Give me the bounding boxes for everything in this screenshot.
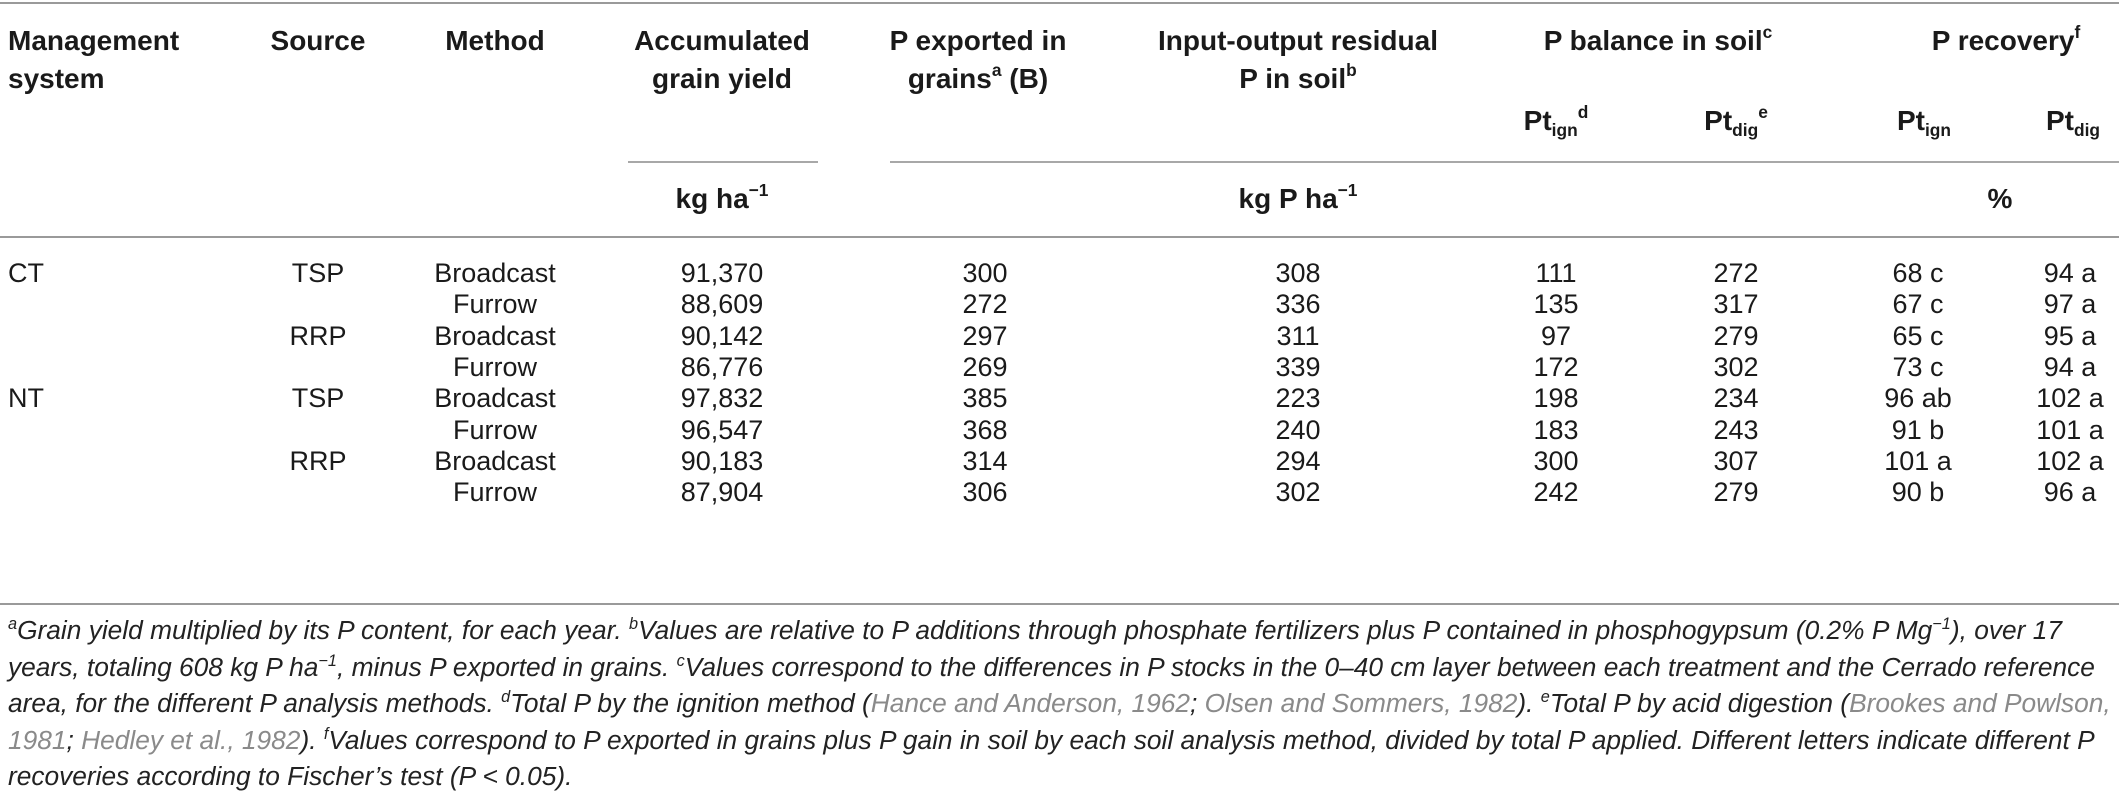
cell-method: Furrow [452, 351, 538, 382]
cell-grain-yield: 97,832 [680, 383, 764, 414]
cell-residual-p: 294 [1275, 445, 1321, 476]
cell-pt-ign-balance: 183 [1533, 414, 1579, 445]
cell-pt-ign-recovery: 73 c [1892, 351, 1944, 382]
cell-residual-p: 311 [1276, 320, 1320, 351]
ref-brookes-1981[interactable]: Brookes and Powlson, 1981 [8, 688, 2111, 755]
cell-pt-dig-balance: 272 [1713, 258, 1759, 288]
header-management-system: Management system [8, 25, 180, 94]
cell-pt-ign-balance: 198 [1533, 383, 1579, 414]
cell-pt-dig-recovery: 94 a [2043, 258, 2097, 288]
cell-management-system: CT [8, 258, 44, 288]
ref-hance-1962[interactable]: Hance and Anderson, 1962 [870, 688, 1190, 718]
cell-pt-dig-recovery: 94 a [2043, 351, 2097, 382]
cell-pt-dig-balance: 279 [1713, 320, 1759, 351]
cell-method: Furrow [452, 289, 538, 320]
cell-pt-dig-balance: 279 [1713, 477, 1759, 508]
cell-p-exported: 272 [962, 289, 1008, 320]
header-method: Method [445, 25, 545, 56]
cell-pt-dig-balance: 307 [1713, 445, 1759, 476]
cell-pt-dig-balance: 302 [1713, 351, 1759, 382]
cell-grain-yield: 90,183 [680, 445, 764, 476]
header-pt-ign-balance: $Pt_{ign}^d$ [1523, 101, 1589, 141]
cell-grain-yield: 96,547 [680, 414, 764, 445]
ref-olsen-1982[interactable]: Olsen and Sommers, 1982 [1204, 688, 1518, 718]
cell-pt-dig-recovery: 96 a [2043, 477, 2097, 508]
cell-management-system: NT [8, 383, 44, 414]
cell-residual-p: 223 [1275, 383, 1321, 414]
cell-pt-dig-recovery: 97 a [2043, 289, 2097, 320]
cell-p-exported: 368 [962, 414, 1008, 445]
cell-source: TSP [291, 383, 345, 414]
cell-method: Broadcast [434, 445, 556, 476]
cell-pt-dig-recovery: 101 a [2036, 414, 2104, 445]
cell-pt-ign-balance: 97 [1540, 320, 1572, 351]
cell-grain-yield: 91,370 [680, 258, 764, 288]
cell-grain-yield: 90,142 [680, 320, 764, 351]
cell-pt-ign-balance: 135 [1533, 289, 1579, 320]
cell-pt-dig-recovery: 95 a [2043, 320, 2097, 351]
cell-pt-ign-recovery: 65 c [1892, 320, 1944, 351]
unit-yield: kg $ha^{-1}$ [675, 179, 769, 214]
ref-hedley-1982[interactable]: Hedley et al., 1982 [81, 724, 301, 755]
cell-p-exported: 306 [962, 477, 1008, 508]
cell-method: Broadcast [434, 383, 556, 414]
header-pt-dig-balance: $Pt_{dig}^e$ [1704, 101, 1768, 141]
cell-residual-p: 339 [1275, 351, 1321, 382]
cell-pt-ign-recovery: 67 c [1892, 289, 1944, 320]
header-source: Source [270, 25, 366, 56]
cell-p-exported: 385 [962, 383, 1008, 414]
header-bottom-rule [0, 236, 2119, 238]
p-unit-rule [890, 161, 2119, 163]
cell-pt-dig-balance: 234 [1713, 383, 1759, 414]
cell-pt-dig-recovery: 102 a [2036, 445, 2104, 476]
cell-pt-dig-recovery: 102 a [2036, 383, 2104, 414]
yield-unit-rule [628, 161, 818, 163]
cell-pt-ign-recovery: 91 b [1891, 414, 1945, 445]
cell-grain-yield: 87,904 [680, 477, 764, 508]
cell-pt-ign-recovery: 90 b [1891, 477, 1945, 508]
cell-residual-p: 336 [1275, 289, 1321, 320]
table-footnote: $^a$Grain yield multiplied by its P content, for each year. $^b$Values are relative to P additions through phosphate fertilizers plus P contained in phosphogypsum (0.2% P $Mg^{-1}$), over 17 years, totaling 608 kg P $ha^{-1}$, minus P exported in grains. $^c$Values correspond to the differences in P stocks in the 0–40 cm layer between each treatment and the Cerrado reference area, for the different P analysis methods. $^d$Total P by the ignition method (Hance and Anderson, 1962; Olsen and Sommers, 1982). $^e$Total P by acid digestion (Brookes and Powlson, 1981; Hedley et al., 1982). $^f$Values correspond to P exported in grains plus P gain in soil by each soil analysis method, divided by total P applied. Different letters indicate different P recoveries according to Fischer’s test (P < 0.05). [8, 615, 2111, 791]
cell-pt-ign-recovery: 101 a [1884, 445, 1952, 476]
header-pt-ign-recovery: $Pt_{ign}$ [1896, 105, 1952, 141]
cell-p-exported: 297 [962, 320, 1008, 351]
cell-pt-ign-balance: 242 [1533, 477, 1579, 508]
cell-pt-dig-balance: 243 [1713, 414, 1759, 445]
cell-source: RRP [289, 445, 347, 476]
cell-p-exported: 269 [962, 351, 1008, 382]
cell-grain-yield: 88,609 [680, 289, 764, 320]
table-bottom-rule [0, 603, 2119, 605]
cell-p-exported: 314 [962, 445, 1008, 476]
cell-method: Broadcast [434, 320, 556, 351]
cell-pt-ign-recovery: 96 ab [1884, 383, 1952, 414]
cell-method: Broadcast [434, 258, 556, 288]
header-pt-dig-recovery: $Pt_{dig}$ [2045, 105, 2101, 141]
cell-p-exported: 300 [962, 258, 1008, 288]
cell-pt-ign-balance: 300 [1533, 445, 1579, 476]
unit-p: kg P $ha^{-1}$ [1238, 179, 1358, 214]
cell-source: TSP [291, 258, 345, 288]
cell-residual-p: 308 [1275, 258, 1321, 288]
unit-percent: % [1987, 183, 2013, 214]
cell-pt-ign-balance: 111 [1535, 258, 1577, 288]
header-grain-yield: Accumulated grain yield [634, 25, 810, 94]
cell-pt-ign-balance: 172 [1533, 351, 1579, 382]
cell-source: RRP [289, 320, 347, 351]
cell-pt-dig-balance: 317 [1713, 289, 1759, 320]
header-p-exported: P exported in grains$^a$ (B) [889, 25, 1067, 94]
cell-method: Furrow [452, 414, 538, 445]
header-residual-p: Input-output residual P in soil$^b$ [1158, 25, 1438, 94]
header-p-balance: P balance in soil$^c$ [1543, 21, 1773, 56]
top-rule [0, 2, 2119, 4]
cell-method: Furrow [452, 477, 538, 508]
cell-grain-yield: 86,776 [680, 351, 764, 382]
cell-residual-p: 302 [1275, 477, 1321, 508]
header-p-recovery: P recovery$^f$ [1931, 21, 2081, 56]
cell-residual-p: 240 [1275, 414, 1321, 445]
cell-pt-ign-recovery: 68 c [1892, 258, 1944, 288]
